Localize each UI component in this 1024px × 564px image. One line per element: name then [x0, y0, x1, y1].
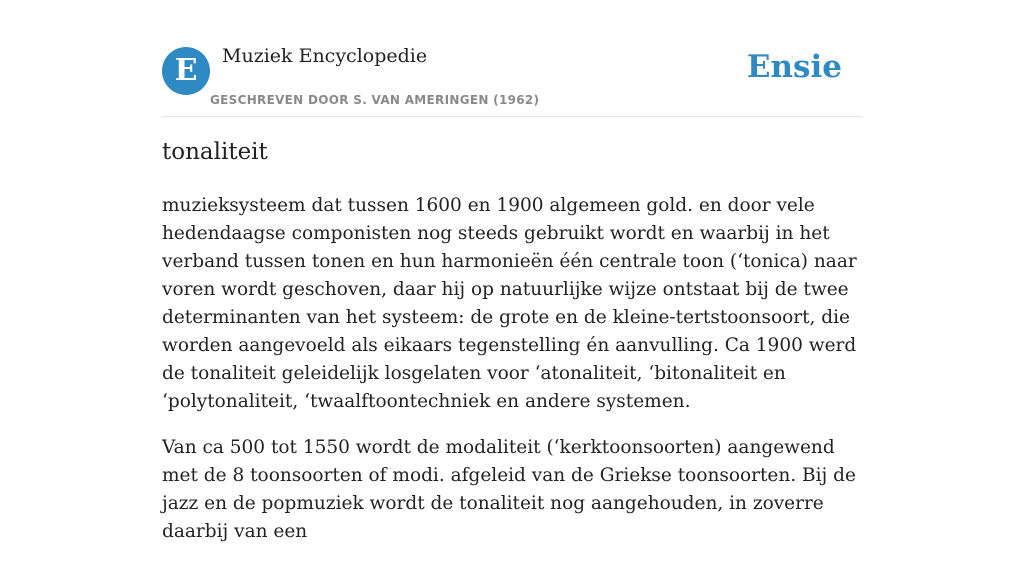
- entry-body: [162, 192, 862, 564]
- book-title-link[interactable]: Muziek Encyclopedie: [222, 45, 428, 67]
- entry-title: tonaliteit: [162, 139, 268, 165]
- entry-paragraph: muzieksysteem dat tussen 1600 en 1900 algemeen gold. en door vele hedendaagse componisten nog steeds gebruikt wordt en waarbij in het verband tussen tonen en hun harmonieën één centrale toon (‘tonica) naar voren wordt geschoven, daar hij op natuurlijke wijze ontstaat bij de twee determinanten van het systeem: de grote en de kleine-tertstoonsoort, die worden aangevoeld als eikaars tegenstelling én aanvulling. Ca 1900 werd de tonaliteit geleidelijk losgelaten voor ‘atonaliteit, ‘bitonaliteit en ‘polytonaliteit, ‘twaalftoontechniek en andere systemen.: [162, 195, 857, 412]
- author-line: GESCHREVEN DOOR S. VAN AMERINGEN (1962): [210, 93, 540, 107]
- entry-paragraph: Van ca 500 tot 1550 wordt de modaliteit (‘kerktoonsoorten) aangewend met de 8 toonsoorten of modi. afgeleid van de Griekse toonsoorten. Bij de jazz en de popmuziek wordt de tonaliteit nog aangehouden, in zoverre daarbij van een: [162, 437, 856, 542]
- header: [162, 0, 862, 117]
- ensie-logo-icon[interactable]: E: [162, 47, 210, 95]
- ensie-brand-logo[interactable]: Ensie: [746, 49, 842, 85]
